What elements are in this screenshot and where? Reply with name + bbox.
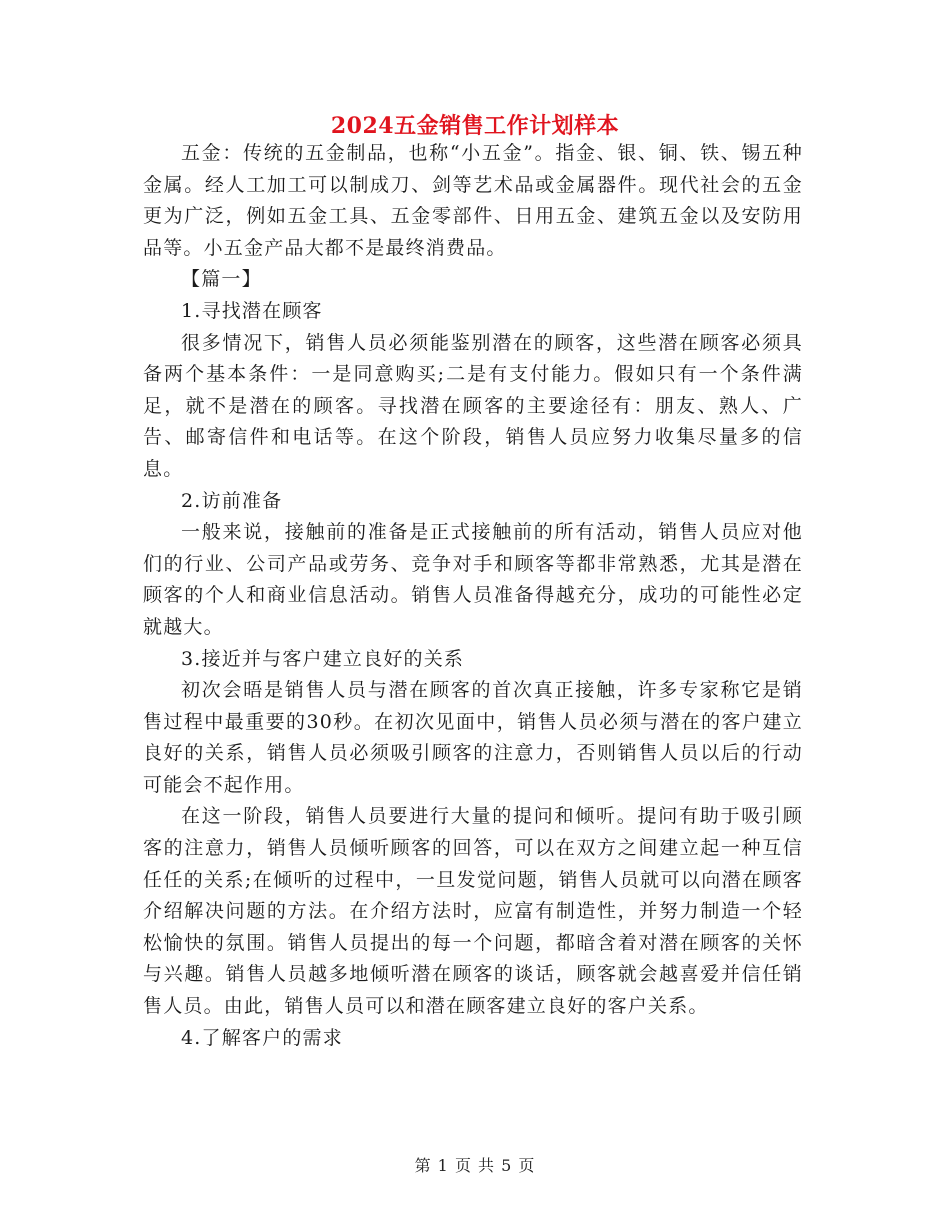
subheading-3: 3.接近并与客户建立良好的关系 bbox=[181, 647, 465, 670]
paragraph-2: 一般来说，接触前的准备是正式接触前的所有活动，销售人员应对他们的行业、公司产品或劳务、竞争对手和顾客等都非常熟悉，尤其是潜在顾客的个人和商业信息活动。销售人员准备得越充分，成功的可能性必定就越大。 bbox=[143, 521, 803, 638]
subheading-1: 1.寻找潜在顾客 bbox=[181, 299, 323, 322]
paragraph-3: 初次会晤是销售人员与潜在顾客的首次真正接触，许多专家称它是销售过程中最重要的30秒。在初次见面中，销售人员必须与潜在的客户建立良好的关系，销售人员必须吸引顾客的注意力，否则销售人员以后的行动可能会不起作用。 bbox=[143, 679, 803, 796]
page-title: 2024五金销售工作计划样本 bbox=[330, 113, 620, 139]
paragraph-4: 在这一阶段，销售人员要进行大量的提问和倾听。提问有助于吸引顾客的注意力，销售人员倾听顾客的回答，可以在双方之间建立起一种互信任任的关系;在倾听的过程中，一旦发觉问题，销售人员就可以向潜在顾客介绍解决问题的方法。在介绍方法时，应富有制造性，并努力制造一个轻松愉快的氛围。销售人员提出的每一个问题，都暗含着对潜在顾客的关怀与兴趣。销售人员越多地倾听潜在顾客的谈话，顾客就会越喜爱并信任销售人员。由此，销售人员可以和潜在顾客建立良好的客户关系。 bbox=[143, 805, 803, 1018]
intro-paragraph: 五金：传统的五金制品，也称“小五金”。指金、银、铜、铁、锡五种金属。经人工加工可以制成刀、剑等艺术品或金属器件。现代社会的五金更为广泛，例如五金工具、五金零部件、日用五金、建筑五金以及安防用品等。小五金产品大都不是最终消费品。 bbox=[143, 142, 803, 259]
subheading-4: 4.了解客户的需求 bbox=[181, 1026, 343, 1049]
section-heading: 【篇一】 bbox=[181, 268, 262, 291]
document-body bbox=[143, 138, 803, 1054]
page-footer: 第 1 页 共 5 页 bbox=[414, 1156, 536, 1175]
subheading-2: 2.访前准备 bbox=[181, 489, 283, 512]
paragraph-1: 很多情况下，销售人员必须能鉴别潜在的顾客，这些潜在顾客必须具备两个基本条件：一是同意购买;二是有支付能力。假如只有一个条件满足，就不是潜在的顾客。寻找潜在顾客的主要途径有：朋友、熟人、广告、邮寄信件和电话等。在这个阶段，销售人员应努力收集尽量多的信息。 bbox=[143, 331, 803, 480]
